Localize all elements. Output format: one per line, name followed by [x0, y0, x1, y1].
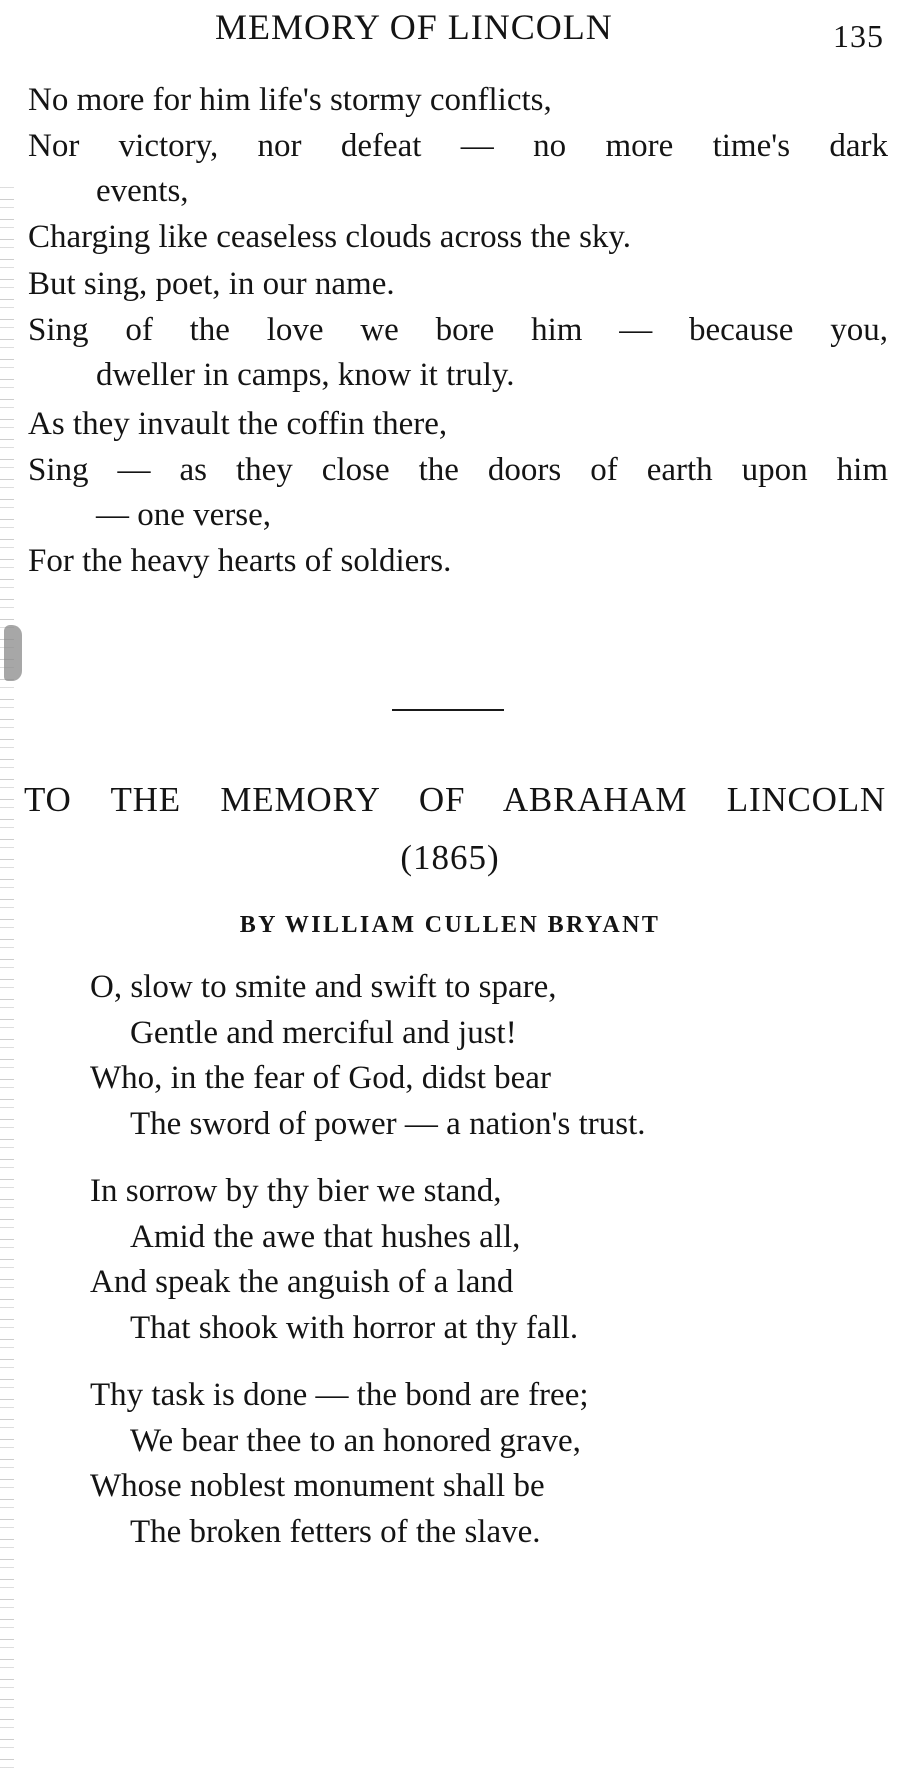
verse-line: For the heavy hearts of soldiers. — [28, 542, 452, 579]
verse-line: The sword of power — a nation's trust. — [130, 1105, 646, 1142]
verse-line: As they invault the coffin there, — [28, 406, 448, 442]
verse-line: That shook with horror at thy fall. — [130, 1309, 579, 1346]
bryant-stanza-3 — [90, 1373, 810, 1555]
verse-line: We bear thee to an honored grave, — [130, 1422, 581, 1459]
stanza-3 — [28, 402, 888, 584]
running-title: MEMORY OF LINCOLN — [215, 7, 613, 47]
page-number: 135 — [833, 18, 884, 54]
verse-line-continuation: — one verse, — [96, 497, 272, 533]
verse-line: Charging like ceaseless clouds across the sky. — [28, 218, 632, 255]
page-edge-scan-artifact — [0, 180, 14, 1772]
stanza-1 — [28, 78, 888, 260]
verse-line: O, slow to smite and swift to spare, — [90, 969, 557, 1005]
verse-line: The broken fetters of the slave. — [130, 1513, 541, 1550]
verse-line-continuation: events, — [96, 173, 189, 209]
ink-blot-artifact — [4, 625, 22, 681]
poem-byline: BY WILLIAM CULLEN BRYANT — [239, 912, 661, 938]
verse-line: Who, in the fear of God, didst bear — [90, 1060, 551, 1096]
verse-line: No more for him life's stormy conflicts, — [28, 82, 552, 118]
verse-line: In sorrow by thy bier we stand, — [90, 1173, 502, 1209]
verse-line: Amid the awe that hushes all, — [130, 1218, 521, 1255]
poem-title: TO THE MEMORY OF ABRAHAM LINCOLN — [24, 780, 886, 819]
stanza-2 — [28, 262, 888, 399]
verse-line: Sing of the love we bore him — because you, — [28, 311, 888, 348]
verse-line: And speak the anguish of a land — [90, 1264, 514, 1300]
bryant-stanza-1 — [90, 965, 810, 1147]
verse-line-continuation: dweller in camps, know it truly. — [96, 357, 515, 393]
verse-line: Whose noblest monument shall be — [90, 1468, 545, 1504]
running-head — [0, 2, 900, 52]
verse-line: Sing — as they close the doors of earth upon him — [28, 451, 888, 488]
verse-line: But sing, poet, in our name. — [28, 266, 395, 302]
verse-line: Thy task is done — the bond are free; — [90, 1377, 589, 1413]
bryant-stanza-2 — [90, 1169, 810, 1351]
poem-year: (1865) — [400, 838, 500, 877]
section-divider — [392, 709, 504, 711]
verse-line: Nor victory, nor defeat — no more time's dark — [28, 127, 888, 164]
verse-line: Gentle and merciful and just! — [130, 1014, 517, 1051]
